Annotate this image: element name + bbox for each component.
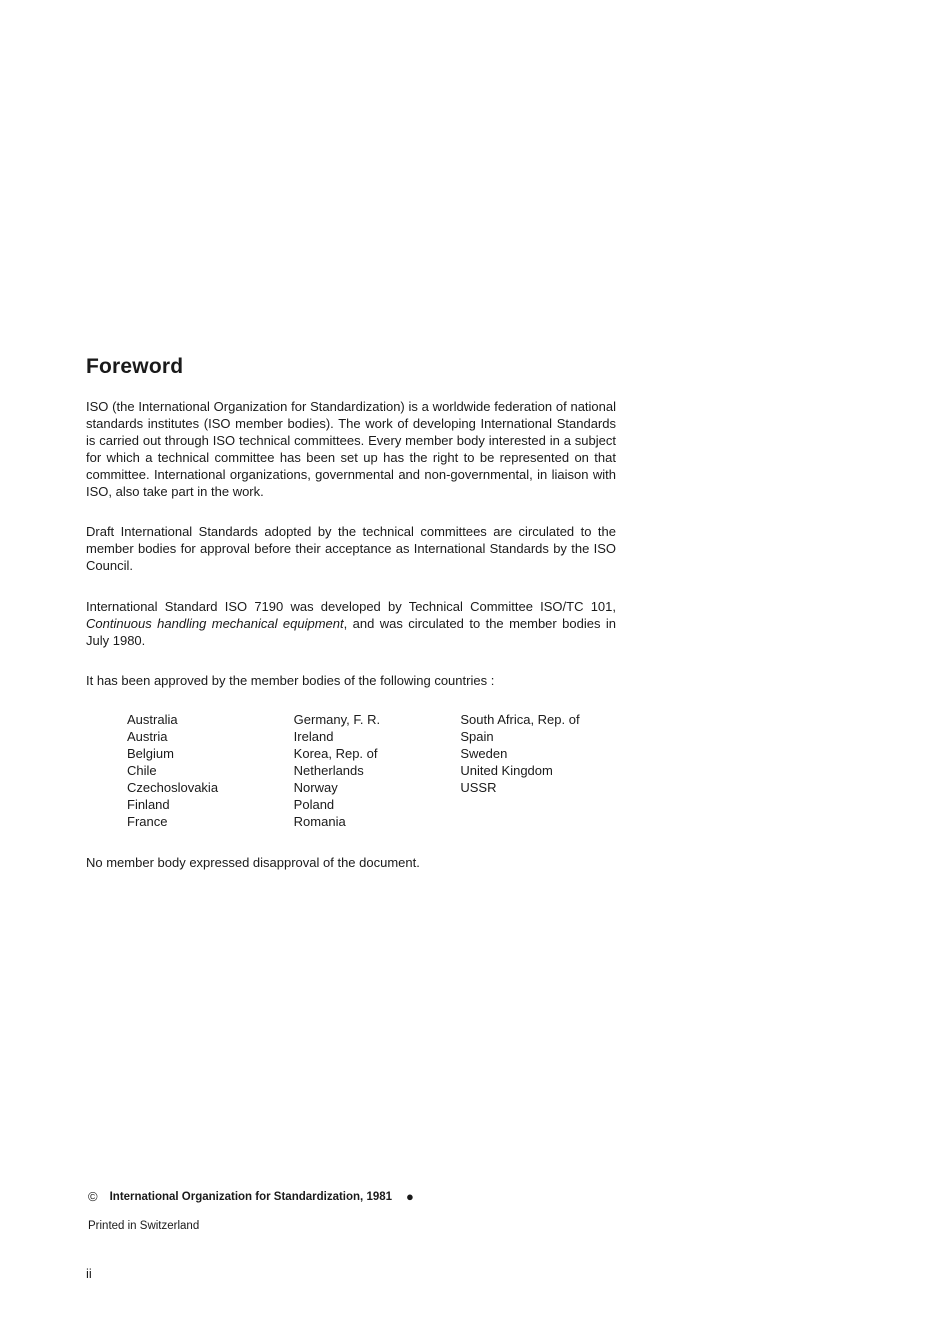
paragraph-standard-development-end: , and was circulated to the member bodies in July 1980. [86, 616, 616, 648]
country-item: Ireland [293, 729, 334, 744]
countries-column-1 [127, 711, 294, 830]
country-item: Chile [127, 763, 157, 778]
paragraph-standard-development [86, 598, 616, 649]
country-item: USSR [460, 780, 497, 795]
country-item: South Africa, Rep. of [460, 712, 580, 727]
committee-title-italic: Continuous handling mechanical equipment [86, 616, 344, 631]
paragraph-standard-development-start: International Standard ISO 7190 was developed by Technical Committee ISO/TC 101, [86, 599, 616, 614]
country-item: Norway [293, 780, 338, 795]
country-item: Poland [293, 797, 335, 812]
paragraph-no-disapproval: No member body expressed disapproval of the document. [86, 855, 420, 870]
country-item: Romania [293, 814, 346, 829]
country-item: Czechoslovakia [127, 780, 219, 795]
countries-column-2 [294, 711, 461, 830]
country-item: United Kingdom [460, 763, 553, 778]
foreword-heading: Foreword [86, 355, 184, 378]
country-item: Finland [127, 797, 170, 812]
copyright-icon: © [88, 1189, 98, 1204]
paragraph-approval: It has been approved by the member bodies of the following countries : [86, 673, 495, 688]
paragraph-iso-intro: ISO (the International Organization for Standardization) is a worldwide federation of national standards institutes (ISO member bodies). The work of developing International Standards is carried out through ISO technical committees. Every member body interested in a subject for which a technical committee has been set up has the right to be represented on that committee. International organizations, governmental and non-governmental, in liaison with ISO, also take part in the work. [86, 399, 616, 499]
countries-list [127, 711, 627, 830]
page-number: ii [86, 1266, 92, 1281]
country-item: Australia [127, 712, 178, 727]
copyright-line [88, 1189, 414, 1204]
country-item: France [127, 814, 168, 829]
countries-column-3 [460, 711, 627, 830]
printed-in-note: Printed in Switzerland [88, 1220, 200, 1232]
country-item: Spain [460, 729, 494, 744]
country-item: Germany, F. R. [293, 712, 381, 727]
country-item: Belgium [127, 746, 174, 761]
country-item: Sweden [460, 746, 508, 761]
paragraph-draft-standards: Draft International Standards adopted by the technical committees are circulated to the member bodies for approval before their acceptance as International Standards by the ISO Council. [86, 524, 616, 573]
country-item: Korea, Rep. of [293, 746, 378, 761]
country-item: Netherlands [293, 763, 364, 778]
copyright-text: International Organization for Standardization, 1981 [109, 1190, 393, 1203]
bullet-icon: ● [406, 1189, 414, 1204]
country-item: Austria [127, 729, 168, 744]
